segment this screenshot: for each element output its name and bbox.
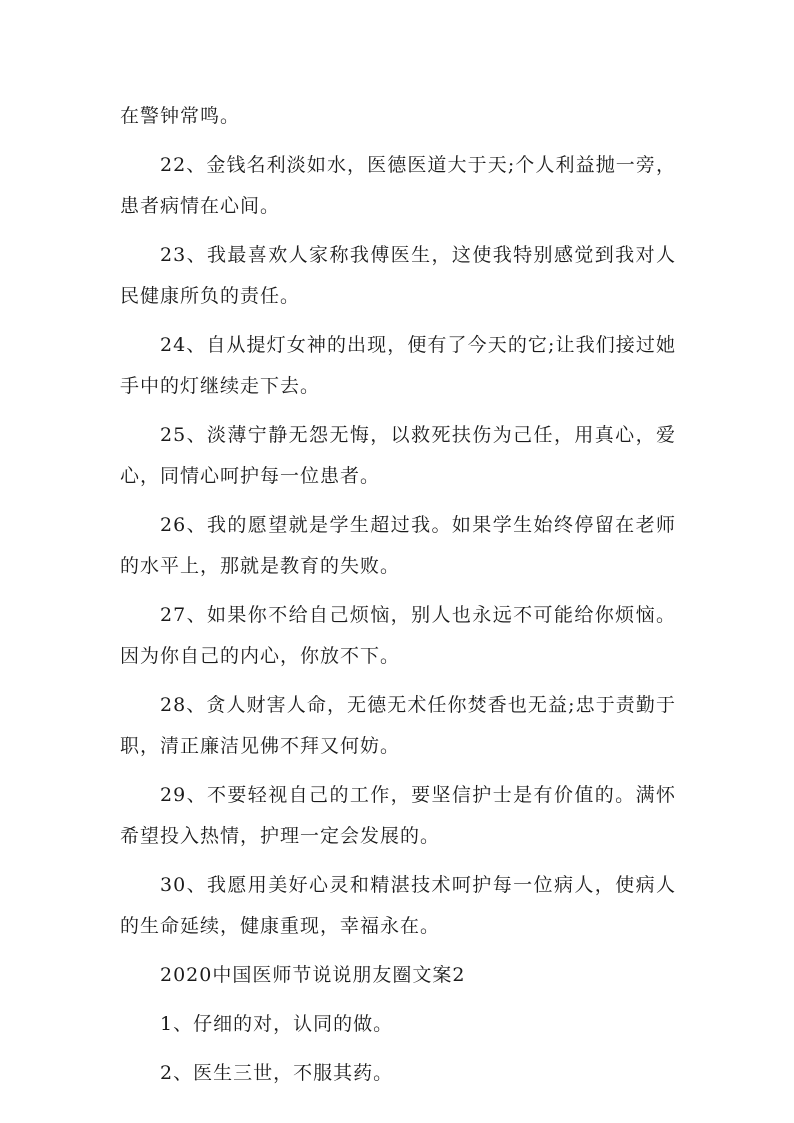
paragraph-item-28: 28、贪人财害人命，无德无术任你焚香也无益;忠于责勤于职，清正廉洁见佛不拜又何妨。 <box>120 694 676 757</box>
paragraph-item-29: 29、不要轻视自己的工作，要坚信护士是有价值的。满怀希望投入热情，护理一定会发展的。 <box>120 784 676 847</box>
paragraph-item-1: 1、仔细的对，认同的做。 <box>160 1013 394 1035</box>
paragraph-item-22: 22、金钱名利淡如水，医德医道大于天;个人利益抛一旁，患者病情在心间。 <box>120 154 676 217</box>
paragraph-item-30: 30、我愿用美好心灵和精湛技术呵护每一位病人，使病人的生命延续，健康重现，幸福永在。 <box>120 874 676 937</box>
paragraph-continuation: 在警钟常鸣。 <box>120 105 241 127</box>
paragraph-item-24: 24、自从提灯女神的出现，便有了今天的它;让我们接过她手中的灯继续走下去。 <box>120 334 676 397</box>
paragraph-item-26: 26、我的愿望就是学生超过我。如果学生始终停留在老师的水平上，那就是教育的失败。 <box>120 514 676 577</box>
section-heading: 2020中国医师节说说朋友圈文案2 <box>160 964 466 986</box>
paragraph-item-2: 2、医生三世，不服其药。 <box>160 1062 394 1084</box>
paragraph-item-25: 25、淡薄宁静无怨无悔，以救死扶伤为己任，用真心，爱心，同情心呵护每一位患者。 <box>120 424 676 487</box>
paragraph-item-23: 23、我最喜欢人家称我傅医生，这使我特别感觉到我对人民健康所负的责任。 <box>120 244 676 307</box>
document-body <box>120 96 676 1102</box>
paragraph-item-27: 27、如果你不给自己烦恼，别人也永远不可能给你烦恼。因为你自己的内心，你放不下。 <box>120 604 676 667</box>
